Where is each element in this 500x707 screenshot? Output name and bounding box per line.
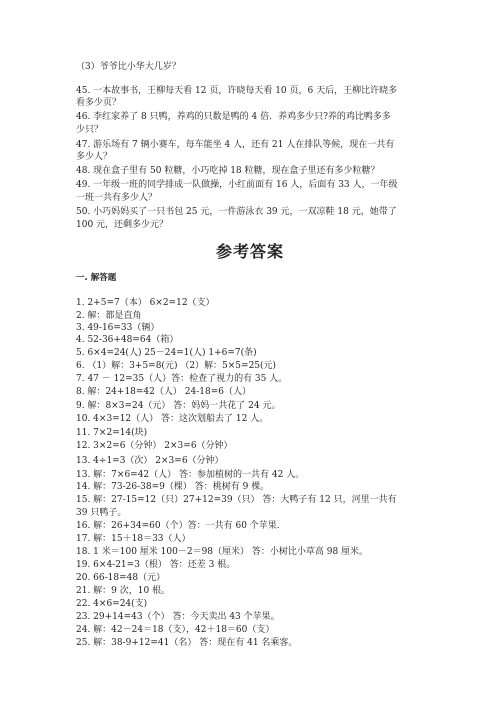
question-line: 47. 游乐场有 7 辆小赛车，每车能坐 4 人，还有 21 人在排队等候，现在一共有	[76, 140, 395, 150]
answer-line: 15. 解：27-15=12（只）27+12=39（只） 答：大鸭子有 12 只，河里一共有	[76, 495, 397, 505]
answer-line: 8. 解：24+18=42（人） 24-18=6（人）	[76, 387, 251, 397]
answer-line: 1. 2+5=7（本） 6×2=12（支）	[76, 298, 215, 308]
answer-line: 9. 解：8×3=24（元） 答：妈妈一共花了 24 元。	[76, 401, 281, 411]
answer-line: 19. 6×4-21=3（根） 答：还差 3 根。	[76, 560, 236, 570]
answer-line: 23. 29+14=43（个） 答：今天卖出 43 个苹果。	[76, 612, 280, 622]
answer-line: 39 只鸭子。	[76, 508, 127, 518]
question-line: 看多少页？	[76, 98, 122, 108]
question-line: （3）爷爷比小华大几岁？	[76, 62, 181, 72]
question-line: 48. 现在盒子里有 50 粒糖，小巧吃掉 18 粒糖，现在盒子里还有多少粒糖？	[76, 166, 380, 176]
answer-line: 2. 解：都是直角	[76, 311, 142, 321]
question-line: 49. 一年级一班的同学排成一队做操，小红前面有 16 人，后面有 33 人，一年级	[76, 180, 398, 190]
question-line: 多少人？	[76, 152, 113, 162]
answer-line: 4. 52-36+48=64（箱）	[76, 335, 179, 345]
answer-line: 7. 47 － 12=35（人）答：检查了视力的有 35 人。	[76, 374, 288, 384]
answer-line: 17. 解：15＋18＝33（人）	[76, 534, 191, 544]
answer-line: 21. 解：9 次，10 根。	[76, 586, 171, 596]
answer-line: 13. 4÷1=3（次） 2×3=6（分钟）	[76, 456, 224, 466]
question-line: 46. 李红家养了 8 只鸭，养鸡的只数是鸭的 4 倍．养鸡多少只?养的鸡比鸭多多	[76, 112, 391, 122]
answer-line: 5. 6×4=24(人) 25－24=1(人) 1+6=7(条)	[76, 348, 257, 358]
answer-line: 24. 解：42－24＝18（支），42＋18＝60（支）	[76, 625, 275, 635]
answer-line: 11. 7×2=14(块)	[76, 428, 148, 438]
answer-line: 20. 66-18=48（元）	[76, 573, 166, 583]
answer-line: 18. 1 米＝100 厘米 100－2＝98（厘米） 答：小树比小草高 98 厘米。	[76, 547, 369, 557]
answer-line: 10. 4×3=12（人） 答：这次划船去了 12 人。	[76, 414, 269, 424]
answers-title: 参考答案	[215, 242, 284, 261]
answer-line: 16. 解：26+34=60（个）答：一共有 60 个苹果.	[76, 521, 280, 531]
question-line: 50. 小巧妈妈买了一只书包 25 元，一件游泳衣 39 元，一双凉鞋 18 元，她带了	[76, 207, 397, 217]
answer-line: 6. （1）解：3+5=8(元) （2）解：5×5=25(元)	[76, 361, 277, 371]
question-line: 100 元，还剩多少元？	[76, 220, 169, 230]
section-label: 一. 解答题	[76, 273, 117, 283]
answer-line: 12. 3×2=6（分钟） 2×3=6（分钟）	[76, 441, 233, 451]
answer-line: 25. 解：38-9+12=41（名） 答：现在有 41 名乘客。	[76, 638, 298, 648]
answer-line: 3. 49-16=33（辆）	[76, 323, 160, 333]
question-line: 一班一共有多少人？	[76, 193, 158, 203]
answer-line: 13. 解：7×6=42（人） 答：参加植树的一共有 42 人。	[76, 470, 305, 480]
question-line: 少只？	[76, 125, 104, 135]
answer-line: 14. 解：73-26-38=9（棵） 答：桃树有 9 棵。	[76, 482, 270, 492]
question-line: 45. 一本故事书，王柳每天看 12 页，许晓每天看 10 页，6 天后，王柳比许晓多	[76, 86, 398, 96]
answer-line: 22. 4×6=24(支)	[76, 599, 148, 609]
